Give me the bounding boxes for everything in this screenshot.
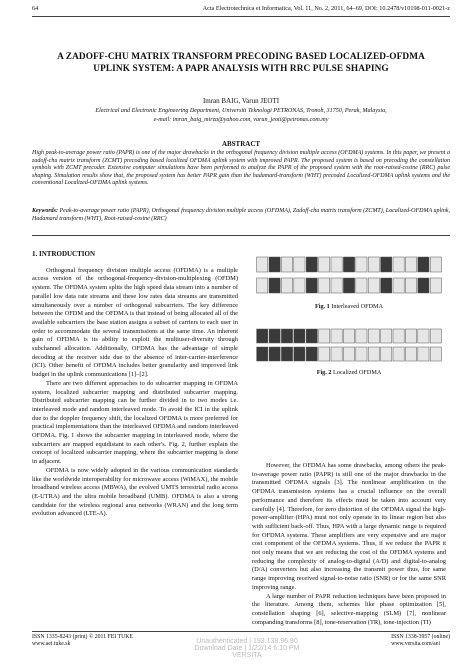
- subcarrier-cell: [343, 347, 354, 361]
- subcarrier-cell: [319, 257, 330, 272]
- right-column: [252, 462, 446, 627]
- subcarrier-cell: [368, 257, 379, 272]
- subcarrier-cell: [257, 257, 268, 272]
- footer-right: [391, 634, 450, 648]
- issn-print: ISSN 1335-8243 (print) © 2011 FEI TUKE: [32, 634, 134, 640]
- subcarrier-cell: [281, 329, 292, 343]
- figure-localized-ofdma: [252, 325, 446, 367]
- footer-left: [32, 634, 133, 648]
- subcarrier-cell: [257, 329, 268, 343]
- journal-citation: Acta Electrotechnica et Informatica, Vol. 11, No. 2, 2011, 64–69, DOI: 10.2478/v10198-011-0021-z: [202, 5, 450, 12]
- subcarrier-cell: [281, 347, 292, 361]
- keywords-label: Keywords:: [32, 208, 58, 214]
- running-header: [32, 4, 450, 16]
- subcarrier-cell: [393, 347, 404, 361]
- publisher-url[interactable]: www.versita.com/aei: [391, 641, 440, 647]
- subcarrier-cell: [331, 329, 342, 343]
- subcarrier-cell: [319, 278, 330, 293]
- subcarrier-cell: [368, 347, 379, 361]
- figure-1-caption: [252, 303, 446, 310]
- figure-2-caption-text: Localized OFDMA: [333, 369, 382, 376]
- subcarrier-cell: [418, 347, 429, 361]
- author-list: Imran BAIG, Varun JEOTI: [202, 97, 280, 105]
- subcarrier-cell: [294, 257, 305, 272]
- body-paragraph: However, the OFDMA has some drawbacks, among others the peak-to-average power ratio (PAPR) is still one of the major drawbacks in the transmitted OFDMA signals [3]. The nonlinear amplification in the OFDMA transmission systems has a crucial influence on the overall performance and therefore its effects must be taken into account very carefully [4]. Therefore, for zero distortion of the OFDMA signal the high-power-amplifier (HPA) must not only operate in its linear region but also with sufficient back-off. Thus, HPA with a large dynamic range is required for OFDMA systems. These amplifiers are very expensive and are major cost component of the OFDMA systems. Thus, if we reduce the PAPR it not only means that we are reducing the cost of the OFDMA systems and reducing the complexity of analog-to-digital (A/D) and digital-to-analog (D/A) converters but also increasing the transmit power thus, for same range improving received signal-to-noise ratio (SNR) or for the same SNR improving range.: [252, 462, 446, 591]
- subcarrier-cell: [331, 347, 342, 361]
- subcarrier-cell: [356, 329, 367, 343]
- keywords: [32, 208, 450, 224]
- body-paragraph: A large number of PAPR reduction techniques have been proposed in the literature. Among them, schemes like phase optimization [5], constellation shaping [6], selective-mapping (SLM) [7], nonlinear companding transforms [8], tone-reservation (TR), tone-injection (TI): [252, 592, 446, 626]
- subcarrier-cell: [430, 257, 441, 272]
- subcarrier-cell: [281, 257, 292, 272]
- subcarrier-cell: [343, 278, 354, 293]
- subcarrier-cell: [319, 347, 330, 361]
- subcarrier-cell: [356, 278, 367, 293]
- subcarrier-cell: [393, 329, 404, 343]
- subcarrier-cell: [430, 329, 441, 343]
- abstract-heading: ABSTRACT: [221, 140, 261, 148]
- figure-1-caption-text: Interleaved OFDMA: [331, 303, 384, 310]
- keywords-rule: [32, 235, 450, 236]
- body-paragraph: OFDMA is now widely adopted in the various communication standards like the worldwide interoperability for microwave access (WiMAX), the mobile broadband wireless access (MBWA), the evolved UMTS terrestrial radio access (E-UTRA) and the ultra mobile broadband (UMB). OFDMA is also a strong candidate for the wireless regional area networks (WRAN) and the long term evolution advanced (LTE-A).: [32, 466, 238, 518]
- figure-interleaved-ofdma: [252, 253, 446, 301]
- subcarrier-cell: [368, 329, 379, 343]
- subcarrier-cell: [294, 329, 305, 343]
- header-rule: [32, 16, 450, 17]
- subcarrier-cell: [306, 347, 317, 361]
- subcarrier-cell: [356, 257, 367, 272]
- subcarrier-cell: [405, 329, 416, 343]
- subcarrier-cell: [430, 278, 441, 293]
- footer-rule: [32, 631, 450, 632]
- subcarrier-cell: [281, 278, 292, 293]
- keywords-text: Peak-to-average power ratio (PAPR), Orthogonal frequency division multiple access (OFDMA), Zadoff-chu matrix transform (ZCMT), Localized-OFDMA uplink, Hadamard transform (WHT), Root-raised-cosine (RRC): [32, 208, 451, 222]
- subcarrier-cell: [294, 347, 305, 361]
- subcarrier-cell: [405, 257, 416, 272]
- subcarrier-cell: [381, 347, 392, 361]
- figure-2-label: Fig. 2: [316, 369, 332, 376]
- subcarrier-cell: [405, 278, 416, 293]
- subcarrier-cell: [331, 278, 342, 293]
- section-heading: 1. INTRODUCTION: [32, 250, 96, 258]
- subcarrier-cell: [331, 257, 342, 272]
- subcarrier-cell: [393, 278, 404, 293]
- subcarrier-cell: [257, 347, 268, 361]
- subcarrier-cell: [393, 257, 404, 272]
- subcarrier-cell: [269, 257, 280, 272]
- subcarrier-cell: [269, 329, 280, 343]
- subcarrier-cell: [418, 329, 429, 343]
- figure-2-caption: [252, 369, 446, 376]
- subcarrier-cell: [306, 278, 317, 293]
- paper-title: A ZADOFF-CHU MATRIX TRANSFORM PRECODING BASED LOCALIZED-OFDMA UPLINK SYSTEM: A PAPR ANALYSIS WITH RRC PULSE SHAPING: [57, 52, 425, 74]
- body-paragraph: Orthogonal frequency division multiple access (OFDMA) is a multiple access version of the orthogonal-frequency-division-multiplexing (OFDM) system. The OFDMA system splits the high speed data stream into a number of parallel low data rate streams and these low rates data streams are transmitted simultaneously over a number of orthogonal subcarriers. The key difference between the OFDM and the OFDMA is that instead of being allocated all of the available subcarriers the base station assigns a subset of carriers to each user in order to accommodate the several transmissions at the same time. An inherent gain of OFDMA is its ability to exploit the multiuser-diversity through subchannel allocation. Additionally, OFDMA has the advantage of simple decoding at the receiver side due to the absence of inter-carrier-interference (ICI). Other benefit of OFDMA includes better granularity and improved link budget in the uplink communications [1]–[2].: [32, 266, 238, 379]
- subcarrier-cell: [405, 347, 416, 361]
- abstract-text: High peak-to-average power ratio (PAPR) is one of the major drawbacks in the orthogonal frequency division multiple access (OFDMA) systems. In this paper, we present a zadoff-chu matrix transform (ZCMT) precoding based localized OFDMA uplink system with improved PAPR. The proposed system is based on precoding the constellation symbols with ZCMT precoder. Extensive computer simulations have been performed to analyze the PAPR of the proposed system with the root-raised-cosine (RRC) pulse shaping. Simulation results show that, the proposed system has better PAPR gain than the hadamard-transform (WHT) precoded Localized-OFDMA uplink systems and the conventional Localized-OFDMA uplink systems.: [32, 150, 450, 187]
- subcarrier-cell: [430, 347, 441, 361]
- figure-1-label: Fig. 1: [314, 303, 330, 310]
- subcarrier-cell: [418, 278, 429, 293]
- subcarrier-cell: [356, 347, 367, 361]
- subcarrier-cell: [381, 257, 392, 272]
- subcarrier-cell: [343, 257, 354, 272]
- subcarrier-cell: [306, 329, 317, 343]
- subcarrier-cell: [294, 278, 305, 293]
- publisher-watermark: Unauthenticated | 193.138.96.90 Download Date | 1/22/14 6:10 PM VERSITA: [194, 638, 300, 659]
- subcarrier-cell: [381, 329, 392, 343]
- subcarrier-cell: [343, 329, 354, 343]
- left-column: [32, 250, 238, 519]
- subcarrier-cell: [381, 278, 392, 293]
- subcarrier-cell: [368, 278, 379, 293]
- affiliation: Electrical and Electronic Engineering Department, Universiti Teknologi PETRONAS, Tronoh, 31750, Perak, Malaysia,: [95, 108, 387, 114]
- subcarrier-cell: [418, 257, 429, 272]
- subcarrier-cell: [306, 257, 317, 272]
- subcarrier-cell: [269, 347, 280, 361]
- page-footer: [32, 634, 450, 660]
- issn-online: ISSN 1338-3957 (online): [391, 634, 450, 640]
- page-number: 64: [32, 5, 39, 12]
- subcarrier-cell: [319, 329, 330, 343]
- journal-url[interactable]: www.aei.tuke.sk: [32, 641, 71, 647]
- subcarrier-cell: [257, 278, 268, 293]
- author-email: e-mail: imran_baig_mirza@yahoo.com, varun_jeoti@petronas.com.my: [153, 117, 329, 123]
- subcarrier-cell: [269, 278, 280, 293]
- body-paragraph: There are two different approaches to do subcarrier mapping in OFDMA system, localized subcarrier mapping and distributed subcarrier mapping. Distributed subcarrier mapping can be further divided in to two modes i.e. interleaved mode and random interleaved mode. To avoid the ICI in the uplink due to the doppler frequency shift, the localized OFDMA is more preferred for practical implementations than the interleaved OFDMA and random interleaved OFDMA. Fig. 1 shows the subcarrier mapping in interleaved mode, where the subcarriers are mapped equidistant to each other's. Fig. 2, further explain the concept of localized subcarrier mapping, where the subcarrier mapping is done in adjacent.: [32, 379, 238, 466]
